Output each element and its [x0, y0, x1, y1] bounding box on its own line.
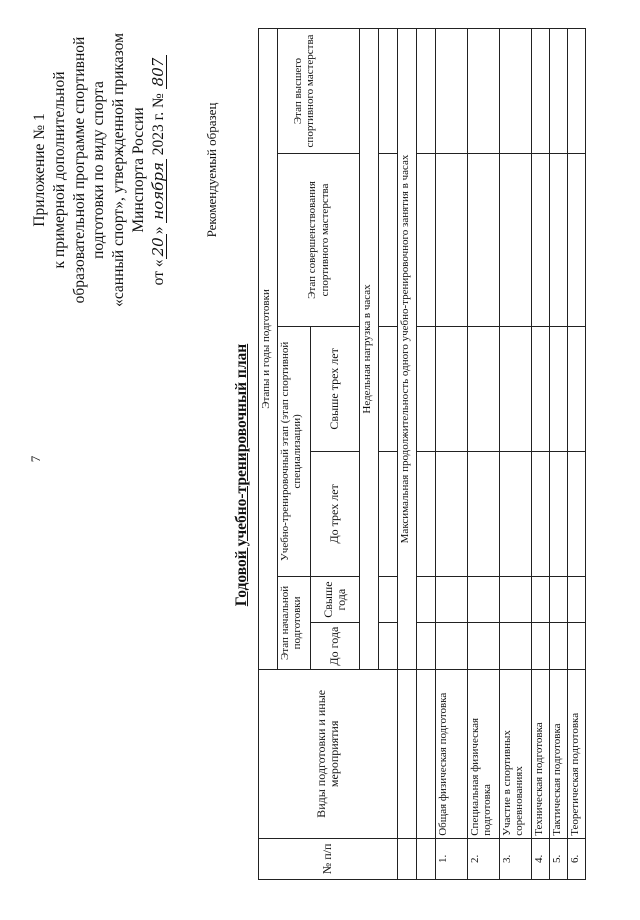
- training-over-three: Свыше трех лет: [311, 326, 360, 451]
- date-mid: »: [149, 222, 167, 235]
- weekly-cell: [379, 29, 398, 154]
- appendix-line: к примерной дополнительной: [50, 71, 68, 269]
- weekly-cell: [379, 326, 398, 451]
- col-num-header: № п/п: [259, 838, 398, 879]
- max-duration-header: Максимальная продолжительность одного учебно-тренировочного занятия в часах: [398, 29, 417, 670]
- stages-header: Этапы и годы подготовки: [259, 29, 278, 670]
- table-row: [532, 29, 550, 880]
- duration-cell: [417, 623, 436, 670]
- table-row: [500, 29, 532, 880]
- appendix-date-line: [149, 20, 169, 320]
- plan-title: Годовой учебно-тренировочный план: [233, 343, 250, 607]
- order-number: 807: [151, 55, 167, 90]
- row-label: Специальная физическая подготовка: [468, 669, 500, 838]
- col-kind-header: Виды подготовки и иные мероприятия: [259, 669, 398, 838]
- table-row: [568, 29, 586, 880]
- duration-cell: [417, 154, 436, 327]
- date-month: ноября: [151, 159, 167, 223]
- training-plan-table: [258, 28, 586, 880]
- row-label: Техническая подготовка: [532, 669, 550, 838]
- row-number: 1.: [436, 838, 468, 879]
- recommended-label: Рекомендуемый образец: [204, 102, 219, 238]
- duration-cell: [417, 29, 436, 154]
- appendix-block: [30, 20, 169, 320]
- row-number: 2.: [468, 838, 500, 879]
- date-day: 20: [151, 234, 167, 259]
- row-label: Участие в спортивных соревнованиях: [500, 669, 532, 838]
- stage-improvement-header: Этап совершенствования спортивного мастерства: [278, 154, 360, 327]
- stage-initial-header: Этап начальной подготовки: [278, 576, 311, 669]
- weekly-cell: [379, 576, 398, 623]
- table-row: [468, 29, 500, 880]
- weekly-cell: [379, 623, 398, 670]
- spacer-cell: [398, 838, 417, 879]
- table-row: [550, 29, 568, 880]
- date-year: 2023 г. №: [149, 89, 167, 160]
- row-label: Общая физическая подготовка: [436, 669, 468, 838]
- weekly-load-header: Недельная нагрузка в часах: [360, 29, 379, 670]
- weekly-cell: [379, 451, 398, 576]
- initial-up-to-year: До года: [311, 623, 360, 670]
- training-up-to-three: До трех лет: [311, 451, 360, 576]
- appendix-line: «санный спорт», утвержденной приказом: [110, 33, 128, 307]
- row-number: 3.: [500, 838, 532, 879]
- duration-cell: [417, 326, 436, 451]
- date-prefix: от «: [149, 259, 167, 286]
- appendix-line: Минспорта России: [130, 107, 148, 233]
- spacer-cell: [417, 669, 436, 838]
- spacer-cell: [398, 669, 417, 838]
- table-row: [436, 29, 468, 880]
- appendix-line: Приложение № 1: [31, 113, 48, 227]
- stage-training-header: Учебно-тренировочный этап (этап спортивной специализации): [278, 326, 311, 576]
- duration-cell: [417, 451, 436, 576]
- row-number: 5.: [550, 838, 568, 879]
- row-number: 4.: [532, 838, 550, 879]
- spacer-cell: [417, 838, 436, 879]
- page-number: 7: [28, 455, 43, 463]
- stage-higher-header: Этап высшего спортивного мастерства: [278, 29, 360, 154]
- row-number: 6.: [568, 838, 586, 879]
- row-label: Тактическая подготовка: [550, 669, 568, 838]
- weekly-cell: [379, 154, 398, 327]
- initial-over-year: Свыше года: [311, 576, 360, 623]
- appendix-line: подготовки по виду спорта: [90, 81, 108, 259]
- appendix-line: образовательной программе спортивной: [70, 36, 88, 304]
- row-label: Теоретическая подготовка: [568, 669, 586, 838]
- duration-cell: [417, 576, 436, 623]
